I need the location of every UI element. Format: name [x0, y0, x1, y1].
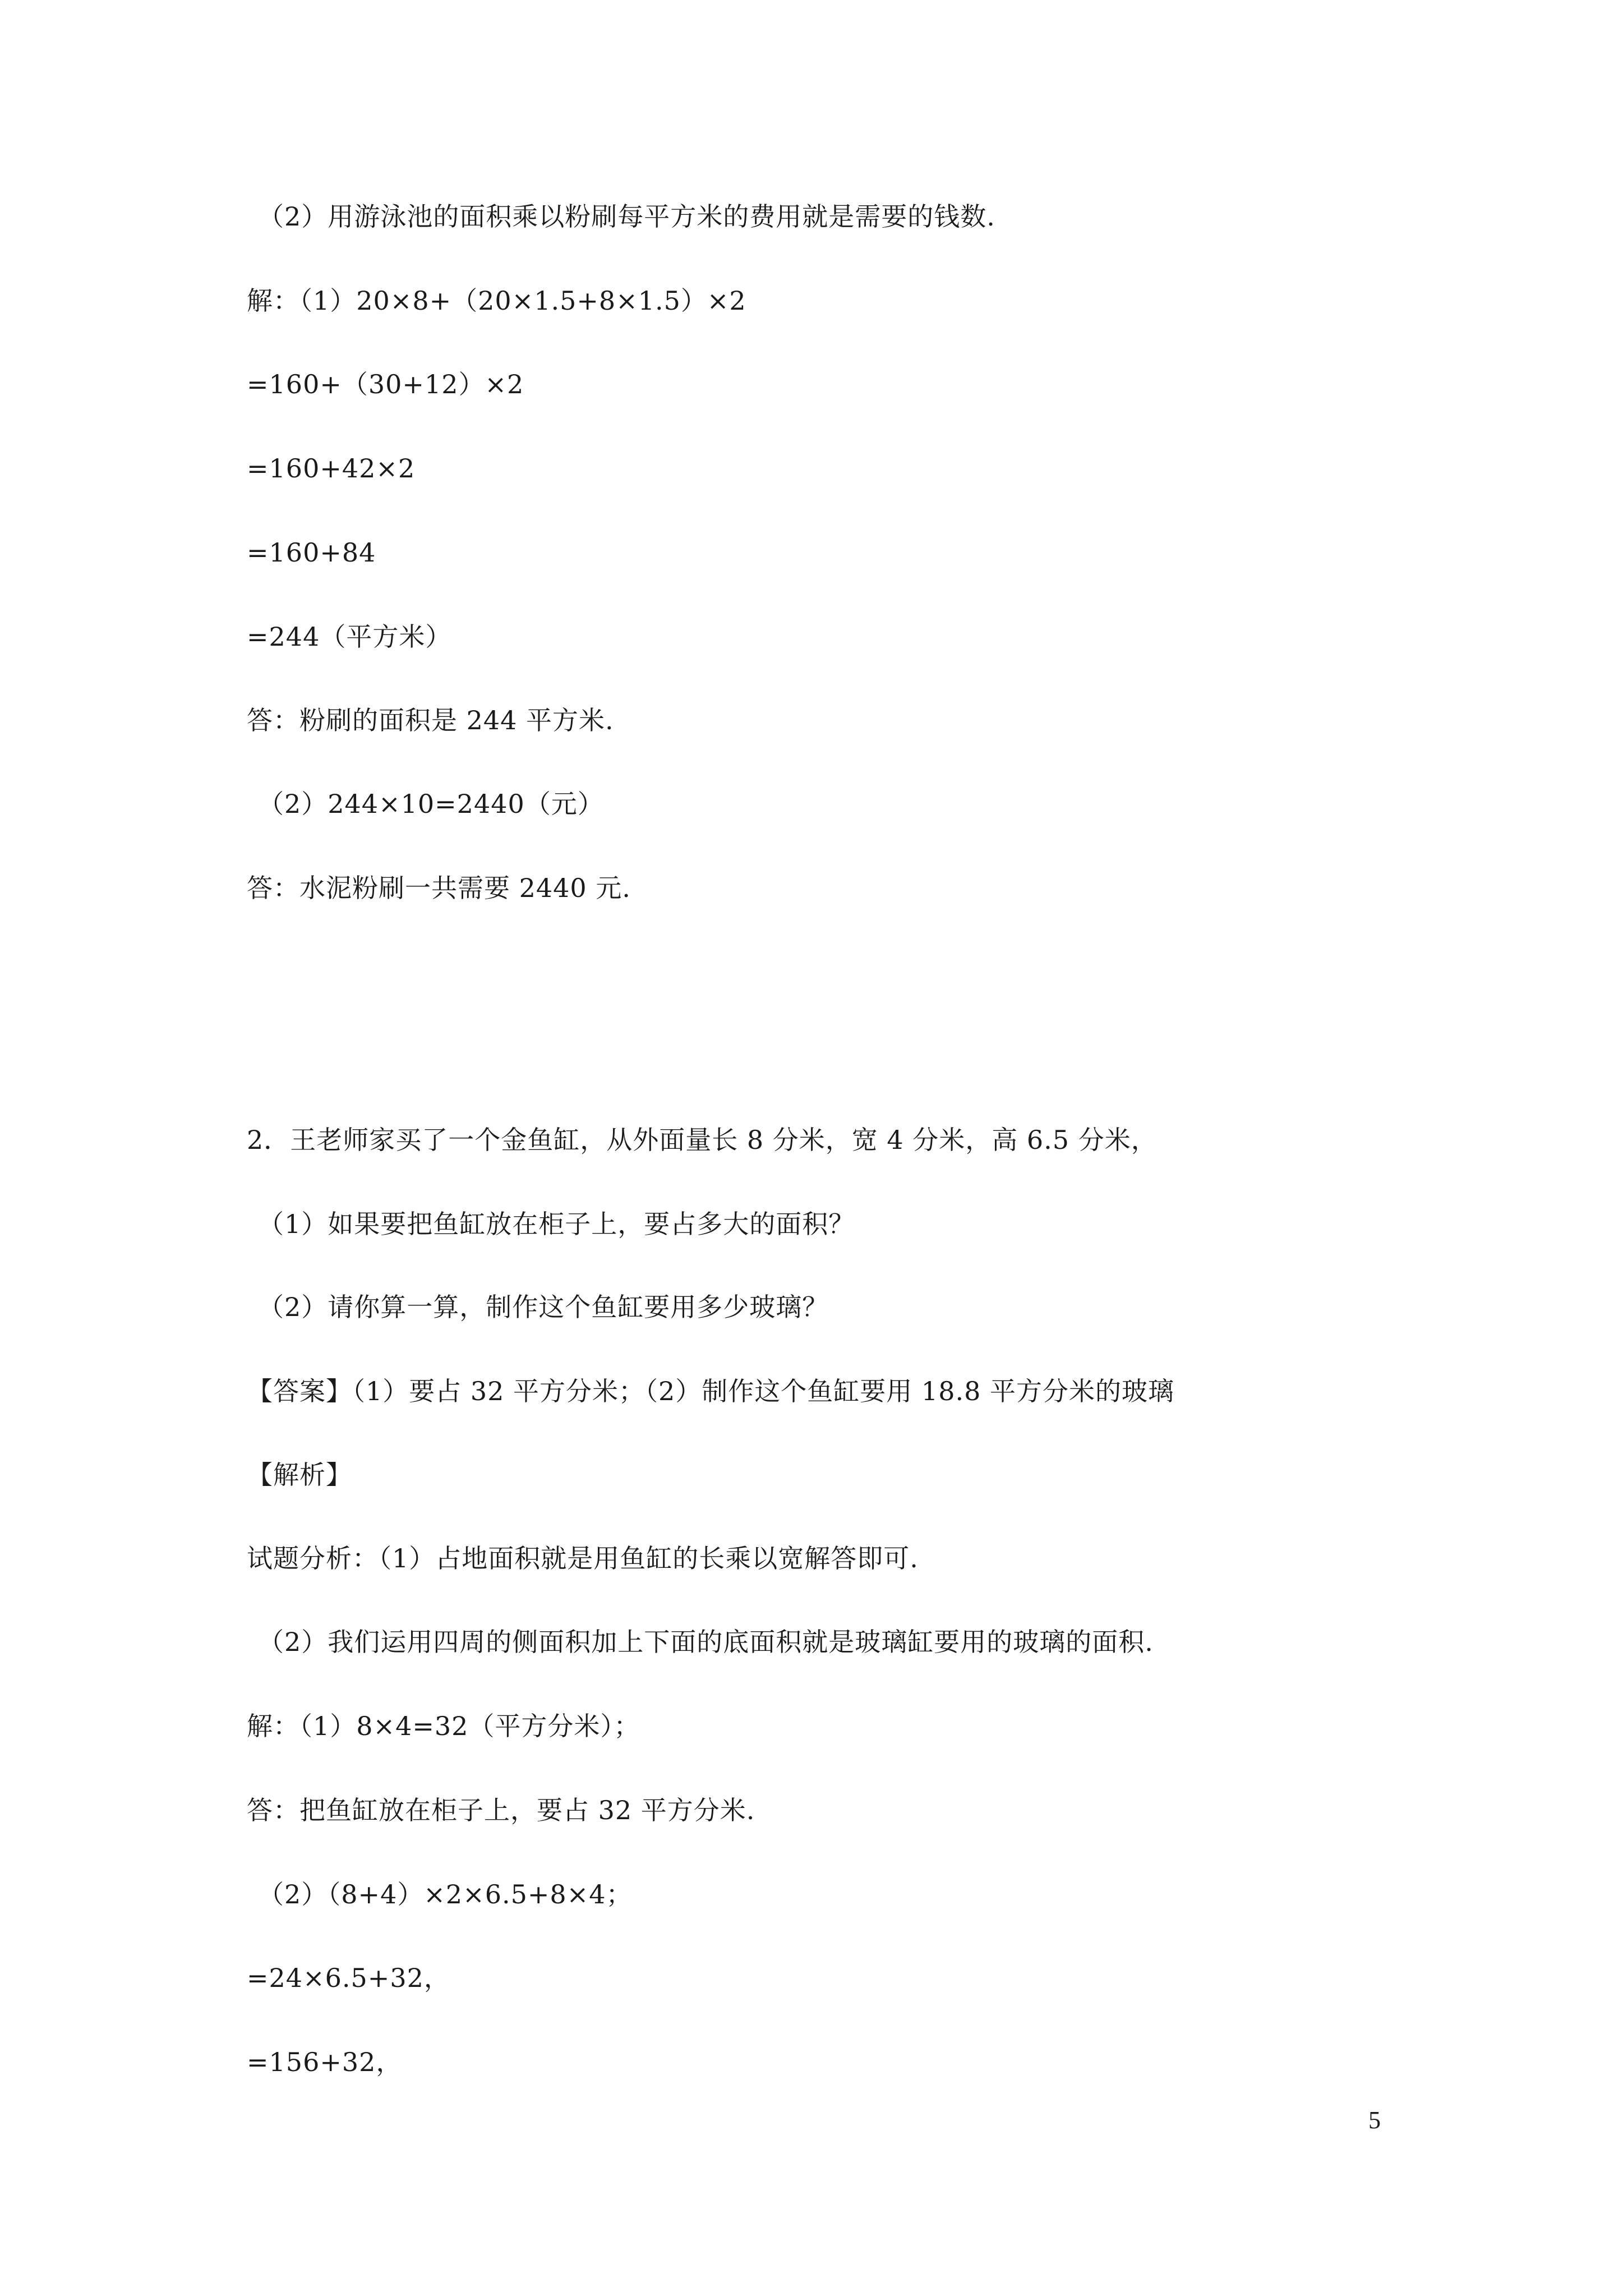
solution-line-2: （2）244×10=2440（元）: [258, 789, 604, 819]
answer-line-1: 答：粉刷的面积是 244 平方米.: [247, 705, 614, 735]
answer-summary: 【答案】（1）要占 32 平方分米；（2）制作这个鱼缸要用 18.8 平方分米的玻璃: [247, 1376, 1174, 1406]
solution-q2-line-1: 解：（1）8×4=32（平方分米）；: [247, 1711, 640, 1741]
solution-line-1: 解：（1）20×8+（20×1.5+8×1.5）×2: [247, 286, 746, 316]
solution-step-2: =160+42×2: [247, 453, 416, 484]
question-2-part-1: （1）如果要把鱼缸放在柜子上，要占多大的面积？: [258, 1209, 855, 1239]
solution-step-1: =160+（30+12）×2: [247, 369, 524, 399]
analysis-line-2: （2）用游泳池的面积乘以粉刷每平方米的费用就是需要的钱数.: [258, 201, 995, 232]
question-2-title: 2．王老师家买了一个金鱼缸，从外面量长 8 分米，宽 4 分米，高 6.5 分米，: [247, 1125, 1158, 1155]
solution-step-3: =160+84: [247, 537, 376, 568]
solution-step-4: =244（平方米）: [247, 622, 452, 652]
analysis-line-b: （2）我们运用四周的侧面积加上下面的底面积就是玻璃缸要用的玻璃的面积.: [258, 1627, 1154, 1657]
answer-line-2: 答：水泥粉刷一共需要 2440 元.: [247, 873, 631, 903]
analysis-line-a: 试题分析：（1）占地面积就是用鱼缸的长乘以宽解答即可.: [247, 1543, 919, 1573]
question-2-part-2: （2）请你算一算，制作这个鱼缸要用多少玻璃？: [258, 1292, 829, 1322]
solution-q2-step-2: =156+32，: [247, 2047, 403, 2077]
page-number: 5: [1368, 2106, 1381, 2134]
solution-q2-line-2: （2）（8+4）×2×6.5+8×4；: [258, 1879, 633, 1910]
answer-q2-line-1: 答：把鱼缸放在柜子上，要占 32 平方分米.: [247, 1795, 755, 1825]
solution-q2-step-1: =24×6.5+32，: [247, 1963, 450, 1993]
analysis-heading: 【解析】: [247, 1460, 352, 1490]
